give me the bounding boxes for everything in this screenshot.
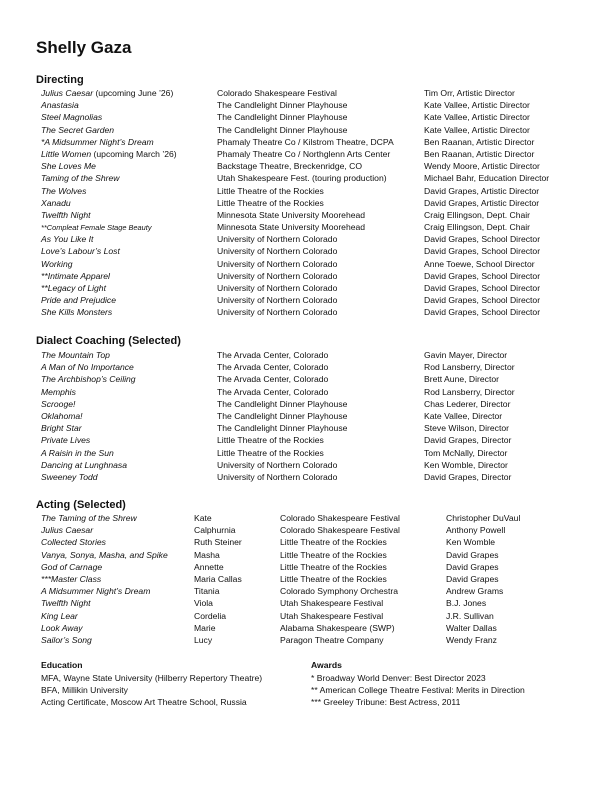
credit-title: [41, 398, 75, 410]
credit-role: Marie: [194, 622, 216, 633]
dialect-list: [0, 349, 612, 483]
credit-venue: Phamaly Theatre Co / Kilstrom Theatre, DCPA: [217, 136, 394, 147]
awards-item: *** Greeley Tribune: Best Actress, 2011: [311, 697, 461, 708]
credit-contact: Michael Bahr, Education Director: [424, 173, 550, 184]
credit-venue: The Arvada Center, Colorado: [217, 350, 329, 360]
production-title: God of Carnage: [41, 561, 103, 572]
credit-venue: Paragon Theatre Company: [280, 634, 384, 645]
credit-venue: Alabama Shakespeare (SWP): [280, 622, 395, 633]
credit-title: [41, 524, 93, 536]
production-note: (upcoming March ’26): [91, 148, 177, 159]
credit-title: [41, 422, 82, 434]
credit-contact: David Grapes, School Director: [424, 307, 541, 318]
credit-contact: Craig Ellingson, Dept. Chair: [424, 222, 531, 233]
credit-venue: Minnesota State University Moorehead: [217, 222, 366, 233]
production-title: The Secret Garden: [41, 124, 115, 135]
credit-contact: Tim Orr, Artistic Director: [424, 88, 515, 98]
credit-title: [41, 160, 96, 172]
production-note: (upcoming June ’26): [93, 88, 174, 98]
production-title: Collected Stories: [41, 537, 106, 548]
credit-contact: Christopher DuVaul: [446, 513, 521, 523]
production-title: Memphis: [41, 386, 76, 397]
credit-row: [0, 160, 612, 172]
production-title: Bright Star: [41, 423, 82, 434]
production-title: Sweeney Todd: [41, 471, 98, 482]
credit-venue: University of Northern Colorado: [217, 459, 338, 470]
production-title: Steel Magnolias: [41, 112, 103, 123]
production-title: She Loves Me: [41, 161, 96, 172]
education-heading: Education: [41, 660, 83, 670]
credit-row: [0, 622, 612, 634]
awards-heading: Awards: [311, 660, 342, 670]
credit-contact: J.R. Sullivan: [446, 610, 494, 621]
credit-title: [41, 622, 83, 634]
credit-venue: Little Theatre of the Rockies: [280, 561, 387, 572]
credit-venue: University of Northern Colorado: [217, 270, 338, 281]
production-title: Twelfth Night: [41, 209, 91, 220]
credit-role: Kate: [194, 513, 212, 523]
production-title: The Wolves: [41, 185, 87, 196]
credit-row: [0, 524, 612, 536]
credit-role: Annette: [194, 561, 224, 572]
credit-contact: Tom McNally, Director: [424, 447, 508, 458]
credit-row: [0, 258, 612, 270]
credit-venue: Colorado Shakespeare Festival: [280, 525, 400, 536]
production-title: A Midsummer Night’s Dream: [41, 586, 151, 597]
credit-row: [0, 512, 612, 524]
production-title: She Kills Monsters: [41, 307, 113, 318]
credit-venue: Little Theatre of the Rockies: [280, 537, 387, 548]
credit-venue: Colorado Shakespeare Festival: [217, 88, 337, 98]
credit-title: [41, 185, 86, 197]
credit-title: [41, 459, 127, 471]
credit-role: Maria Callas: [194, 573, 242, 584]
credit-contact: Kate Vallee, Artistic Director: [424, 100, 530, 111]
credit-contact: David Grapes: [446, 573, 499, 584]
production-title: A Man of No Importance: [41, 362, 134, 373]
credit-row: [0, 197, 612, 209]
credit-row: [0, 99, 612, 111]
production-title: Oklahoma!: [41, 410, 83, 421]
credit-row: [0, 349, 612, 361]
credit-venue: Colorado Symphony Orchestra: [280, 586, 398, 597]
credit-contact: Ben Raanan, Artistic Director: [424, 136, 535, 147]
credit-row: [0, 87, 612, 99]
production-title: **Compleat Female Stage Beauty: [41, 223, 152, 233]
credit-contact: Chas Lederer, Director: [424, 398, 511, 409]
credit-role: Titania: [194, 586, 220, 597]
credit-row: [0, 361, 612, 373]
credit-contact: Kate Vallee, Artistic Director: [424, 112, 530, 123]
credit-contact: David Grapes: [446, 561, 499, 572]
credit-venue: The Arvada Center, Colorado: [217, 374, 329, 385]
credit-title: [41, 306, 112, 318]
production-title: Private Lives: [41, 435, 91, 446]
credit-venue: Minnesota State University Moorehead: [217, 209, 366, 220]
credit-contact: David Grapes, School Director: [424, 234, 541, 245]
production-title: The Taming of the Shrew: [41, 513, 137, 523]
credit-row: [0, 233, 612, 245]
credit-title: [41, 270, 110, 282]
credit-row: [0, 585, 612, 597]
credit-row: [0, 172, 612, 184]
production-title: **Intimate Apparel: [41, 270, 110, 281]
production-title: The Mountain Top: [41, 350, 110, 360]
credit-row: [0, 306, 612, 318]
credit-title: [41, 585, 150, 597]
credit-contact: Rod Lansberry, Director: [424, 362, 515, 373]
education-item: MFA, Wayne State University (Hilberry Repertory Theatre): [41, 673, 263, 683]
credit-venue: University of Northern Colorado: [217, 234, 338, 245]
production-title: Xanadu: [41, 197, 71, 208]
credit-title: [41, 349, 110, 361]
production-title: *A Midsummer Night’s Dream: [41, 136, 154, 147]
credit-venue: Little Theatre of the Rockies: [217, 185, 324, 196]
production-title: Pride and Prejudice: [41, 295, 117, 306]
credit-row: [0, 148, 612, 160]
credit-venue: The Arvada Center, Colorado: [217, 362, 329, 373]
credit-row: [0, 549, 612, 561]
credit-contact: Ben Raanan, Artistic Director: [424, 148, 535, 159]
credit-row: [0, 185, 612, 197]
production-title: Working: [41, 258, 73, 269]
credit-row: [0, 282, 612, 294]
credit-venue: University of Northern Colorado: [217, 258, 338, 269]
credit-row: [0, 294, 612, 306]
credit-venue: The Candlelight Dinner Playhouse: [217, 410, 348, 421]
credit-contact: David Grapes, Director: [424, 435, 512, 446]
credit-title: [41, 386, 76, 398]
production-title: Sailor’s Song: [41, 634, 92, 645]
credit-role: Viola: [194, 598, 213, 609]
credit-contact: David Grapes, Artistic Director: [424, 197, 540, 208]
directing-list: [0, 87, 612, 319]
credit-contact: Anne Toewe, School Director: [424, 258, 535, 269]
credit-title: [41, 610, 78, 622]
credit-row: [0, 573, 612, 585]
credit-title: [41, 148, 177, 160]
credit-contact: David Grapes, School Director: [424, 246, 541, 257]
credit-venue: The Candlelight Dinner Playhouse: [217, 398, 348, 409]
credit-title: [41, 373, 136, 385]
credit-title: [41, 447, 114, 459]
credit-title: [41, 111, 102, 123]
credit-row: [0, 536, 612, 548]
credit-venue: Little Theatre of the Rockies: [280, 573, 387, 584]
credit-title: [41, 410, 83, 422]
credit-title: [41, 634, 92, 646]
production-title: King Lear: [41, 610, 78, 621]
credit-title: [41, 172, 120, 184]
credit-contact: David Grapes: [446, 549, 499, 560]
credit-role: Cordelia: [194, 610, 227, 621]
credit-row: [0, 245, 612, 257]
credit-row: [0, 610, 612, 622]
credit-title: [41, 434, 90, 446]
credit-row: [0, 422, 612, 434]
credit-venue: The Candlelight Dinner Playhouse: [217, 100, 348, 111]
credit-row: [0, 447, 612, 459]
credit-row: [0, 561, 612, 573]
dialect-heading: Dialect Coaching (Selected): [36, 335, 181, 347]
credit-venue: University of Northern Colorado: [217, 295, 338, 306]
credit-row: [0, 124, 612, 136]
credit-title: [41, 294, 116, 306]
education-item: Acting Certificate, Moscow Art Theatre School, Russia: [41, 697, 247, 708]
credit-role: Calphurnia: [194, 525, 236, 536]
credit-contact: David Grapes, School Director: [424, 295, 541, 306]
credit-title: [41, 245, 120, 257]
credit-contact: Andrew Grams: [446, 586, 504, 597]
credit-row: [0, 597, 612, 609]
credit-venue: Little Theatre of the Rockies: [217, 435, 324, 446]
awards-list: [311, 672, 525, 709]
credit-venue: The Arvada Center, Colorado: [217, 386, 329, 397]
credit-title: [41, 258, 73, 270]
credit-contact: Anthony Powell: [446, 525, 506, 536]
production-title: As You Like It: [41, 234, 94, 245]
credit-title: [41, 233, 93, 245]
credit-venue: Little Theatre of the Rockies: [217, 197, 324, 208]
production-title: Anastasia: [41, 100, 79, 111]
credit-contact: David Grapes, Director: [424, 471, 512, 482]
credit-contact: Walter Dallas: [446, 622, 497, 633]
credit-venue: Utah Shakespeare Festival: [280, 598, 384, 609]
credit-row: [0, 386, 612, 398]
credit-contact: Ken Womble, Director: [424, 459, 508, 470]
production-title: Vanya, Sonya, Masha, and Spike: [41, 549, 168, 560]
production-title: The Archbishop’s Ceiling: [41, 374, 136, 385]
credit-row: [0, 373, 612, 385]
credit-venue: Utah Shakespeare Festival: [280, 610, 384, 621]
education-item: BFA, Millikin University: [41, 685, 128, 696]
credit-contact: Steve Wilson, Director: [424, 423, 510, 434]
credit-venue: Backstage Theatre, Breckenridge, CO: [217, 161, 363, 172]
credit-row: [0, 459, 612, 471]
education-list: [41, 672, 262, 709]
credit-venue: The Candlelight Dinner Playhouse: [217, 112, 348, 123]
credit-title: [41, 536, 106, 548]
production-title: Little Women: [41, 148, 92, 159]
credit-row: [0, 111, 612, 123]
credit-venue: Colorado Shakespeare Festival: [280, 513, 400, 523]
production-title: A Raisin in the Sun: [41, 447, 114, 458]
credit-title: [41, 471, 98, 483]
credit-contact: Gavin Mayer, Director: [424, 350, 508, 360]
credit-title: [41, 209, 91, 221]
credit-title: [41, 282, 106, 294]
credit-venue: Phamaly Theatre Co / Northglenn Arts Center: [217, 148, 391, 159]
awards-item: ** American College Theatre Festival: Merits in Direction: [311, 685, 525, 696]
credit-venue: University of Northern Colorado: [217, 246, 338, 257]
production-title: ***Master Class: [41, 573, 102, 584]
credit-row: [0, 434, 612, 446]
awards-item: * Broadway World Denver: Best Director 2023: [311, 673, 486, 683]
credit-venue: The Candlelight Dinner Playhouse: [217, 423, 348, 434]
acting-list: [0, 512, 612, 646]
credit-title: [41, 99, 79, 111]
credit-title: [41, 361, 134, 373]
credit-role: Masha: [194, 549, 220, 560]
credit-contact: David Grapes, Artistic Director: [424, 185, 540, 196]
credit-title: [41, 597, 91, 609]
credit-venue: University of Northern Colorado: [217, 283, 338, 293]
credit-title: [41, 549, 168, 561]
production-title: Dancing at Lunghnasa: [41, 459, 128, 470]
credit-venue: The Candlelight Dinner Playhouse: [217, 124, 348, 135]
credit-contact: Kate Vallee, Director: [424, 410, 503, 421]
credit-row: [0, 270, 612, 282]
production-title: Julius Caesar: [41, 88, 94, 98]
production-title: Julius Caesar: [41, 525, 94, 536]
credit-row: [0, 136, 612, 148]
credit-venue: Utah Shakespeare Fest. (touring production): [217, 173, 387, 184]
credit-title: [41, 573, 101, 585]
credit-row: [0, 634, 612, 646]
credit-venue: University of Northern Colorado: [217, 471, 338, 482]
credit-title: [41, 512, 137, 524]
credit-venue: Little Theatre of the Rockies: [280, 549, 387, 560]
credit-title: [41, 136, 154, 148]
directing-heading: Directing: [36, 74, 84, 86]
credit-row: [0, 221, 612, 233]
production-title: Taming of the Shrew: [41, 173, 120, 184]
production-title: Scrooge!: [41, 398, 76, 409]
credit-title: [41, 124, 114, 136]
resume-name: Shelly Gaza: [36, 38, 132, 57]
production-title: Love’s Labour’s Lost: [41, 246, 120, 257]
credit-row: [0, 410, 612, 422]
production-title: Twelfth Night: [41, 598, 91, 609]
credit-contact: Brett Aune, Director: [424, 374, 499, 385]
credit-contact: David Grapes, School Director: [424, 283, 541, 293]
credit-contact: David Grapes, School Director: [424, 270, 541, 281]
credit-contact: Kate Vallee, Artistic Director: [424, 124, 530, 135]
credit-title: [41, 197, 71, 209]
credit-role: Lucy: [194, 634, 213, 645]
credit-contact: Wendy Franz: [446, 634, 497, 645]
credit-title: [41, 87, 173, 99]
credit-contact: Rod Lansberry, Director: [424, 386, 515, 397]
credit-contact: Ken Womble: [446, 537, 496, 548]
credit-venue: University of Northern Colorado: [217, 307, 338, 318]
credit-title: [41, 561, 102, 573]
credit-contact: Wendy Moore, Artistic Director: [424, 161, 540, 172]
acting-heading: Acting (Selected): [36, 499, 126, 511]
credit-role: Ruth Steiner: [194, 537, 242, 548]
credit-contact: B.J. Jones: [446, 598, 487, 609]
credit-row: [0, 471, 612, 483]
credit-row: [0, 209, 612, 221]
credit-contact: Craig Ellingson, Dept. Chair: [424, 209, 531, 220]
production-title: **Legacy of Light: [41, 283, 106, 293]
credit-venue: Little Theatre of the Rockies: [217, 447, 324, 458]
production-title: Look Away: [41, 622, 83, 633]
credit-row: [0, 398, 612, 410]
